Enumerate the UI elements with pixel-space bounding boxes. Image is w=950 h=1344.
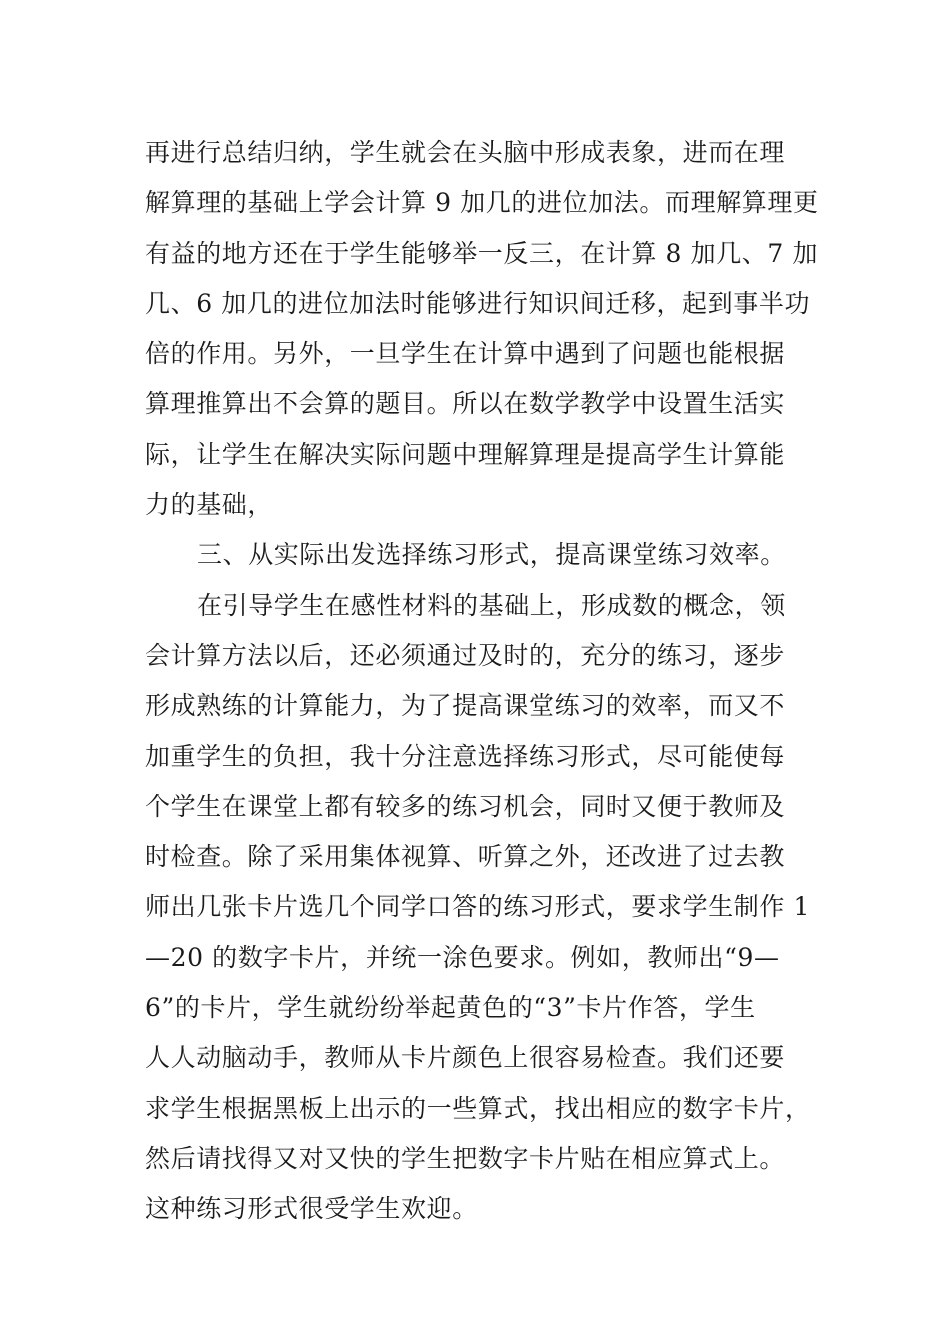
text-line: 会计算方法以后，还必须通过及时的，充分的练习，逐步 bbox=[145, 640, 786, 670]
text-line: 求学生根据黑板上出示的一些算式，找出相应的数字卡片， bbox=[145, 1093, 811, 1123]
section-heading: 三、从实际出发选择练习形式，提高课堂练习效率。 bbox=[197, 540, 786, 570]
paragraph-start: 在引导学生在感性材料的基础上，形成数的概念，领 bbox=[197, 590, 786, 620]
text-line: 再进行总结归纳，学生就会在头脑中形成表象，进而在理 bbox=[145, 138, 786, 167]
text-line: 解算理的基础上学会计算 9 加几的进位加法。而理解算理更 bbox=[145, 188, 819, 218]
text-line: 际，让学生在解决实际问题中理解算理是提高学生计算能 bbox=[145, 439, 786, 469]
text-line: 时检查。除了采用集体视算、听算之外，还改进了过去教 bbox=[145, 842, 786, 872]
text-line: 师出几张卡片选几个同学口答的练习形式，要求学生制作 1 bbox=[145, 892, 811, 922]
text-line: 有益的地方还在于学生能够举一反三，在计算 8 加几、7 加 bbox=[145, 238, 819, 268]
text-line: 形成熟练的计算能力，为了提高课堂练习的效率，而又不 bbox=[145, 691, 786, 721]
body-text bbox=[145, 128, 819, 1235]
text-line: —20 的数字卡片，并统一涂色要求。例如，教师出“9— bbox=[145, 942, 780, 972]
text-line: 个学生在课堂上都有较多的练习机会，同时又便于教师及 bbox=[145, 791, 786, 821]
text-line: 人人动脑动手，教师从卡片颜色上很容易检查。我们还要 bbox=[145, 1043, 786, 1073]
text-line: 倍的作用。另外，一旦学生在计算中遇到了问题也能根据 bbox=[145, 339, 786, 369]
text-line: 6”的卡片，学生就纷纷举起黄色的“3”卡片作答，学生 bbox=[145, 993, 756, 1023]
text-line: 然后请找得又对又快的学生把数字卡片贴在相应算式上。 bbox=[145, 1143, 786, 1173]
text-line: 这种练习形式很受学生欢迎。 bbox=[145, 1194, 478, 1224]
text-line: 加重学生的负担，我十分注意选择练习形式，尽可能使每 bbox=[145, 741, 786, 771]
text-line: 算理推算出不会算的题目。所以在数学教学中设置生活实 bbox=[145, 389, 786, 419]
text-line: 力的基础， bbox=[145, 490, 274, 520]
text-line: 几、6 加几的进位加法时能够进行知识间迁移，起到事半功 bbox=[145, 288, 811, 318]
